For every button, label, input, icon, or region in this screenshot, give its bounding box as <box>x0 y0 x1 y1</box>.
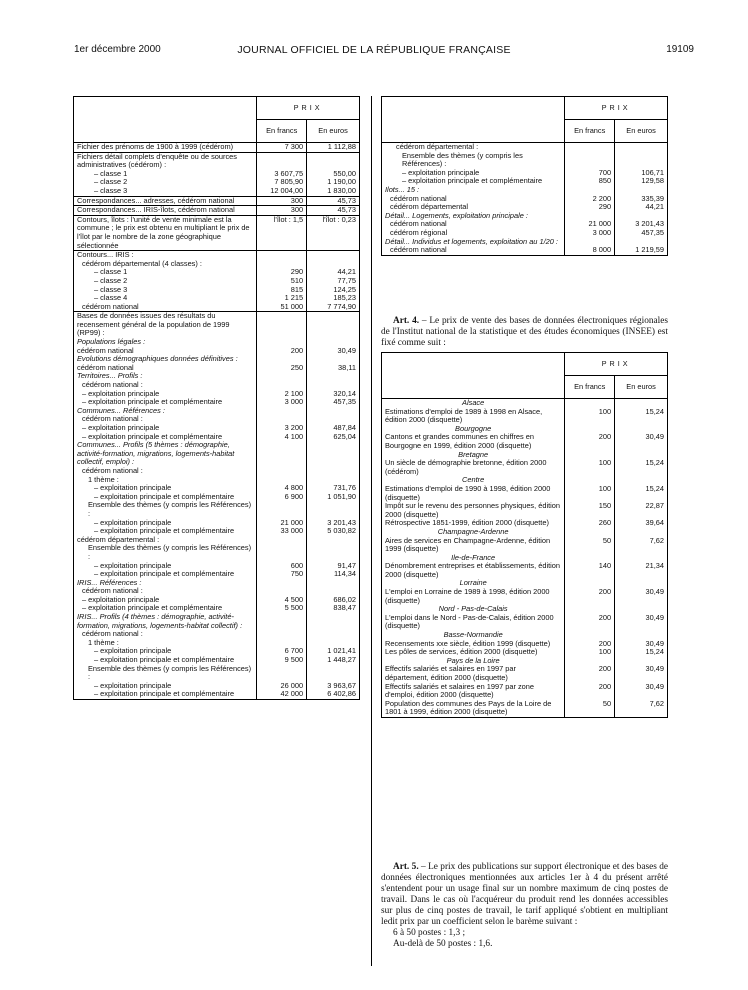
item-label: – exploitation principale <box>74 596 257 605</box>
price-euros: 1 219,59 <box>615 246 668 255</box>
price-euros: 7,62 <box>615 700 668 718</box>
price-euros: l'îlot : 0,23 <box>307 215 360 250</box>
item-label: cédérom national <box>74 347 257 356</box>
price-francs <box>257 544 307 561</box>
price-euros: 457,35 <box>307 398 360 407</box>
price-francs: 100 <box>565 408 615 425</box>
item-label: Un siècle de démographie bretonne, édition 2000 (cédérom) <box>382 459 565 476</box>
item-label: – exploitation principale et complémentaire <box>74 690 257 699</box>
item-label: L'emploi en Lorraine de 1989 à 1998, édition 2000 (disquette) <box>382 588 565 605</box>
price-francs <box>565 152 615 169</box>
table-row <box>382 537 668 554</box>
item-label: Contours... IRIS : <box>74 251 257 260</box>
price-francs: 3 000 <box>565 229 615 238</box>
price-euros: 30,49 <box>615 433 668 450</box>
price-euros: 1 830,00 <box>307 187 360 196</box>
item-label: – classe 3 <box>74 286 257 295</box>
item-label: Populations légales : <box>74 338 257 347</box>
item-label: cédérom national : <box>74 381 257 390</box>
price-euros: 45,73 <box>307 206 360 216</box>
price-euros: 114,34 <box>307 570 360 579</box>
price-euros: 30,49 <box>615 665 668 682</box>
item-label: – classe 1 <box>74 170 257 179</box>
price-francs: 290 <box>565 203 615 212</box>
price-francs: 300 <box>257 206 307 216</box>
table-row <box>382 683 668 700</box>
price-euros: 38,11 <box>307 364 360 373</box>
price-francs: 100 <box>565 459 615 476</box>
region-name: Bretagne <box>382 451 565 460</box>
price-francs: 200 <box>565 683 615 700</box>
price-euros: 30,49 <box>615 683 668 700</box>
price-euros <box>307 536 360 545</box>
article-4-text: – Le prix de vente des bases de données électroniques régionales de l'Institut national de la statistique et des études économiques (INSEE) est fixé comme suit : <box>381 316 668 348</box>
item-label: Contours, îlots : l'unité de vente minimale est la commune ; le prix est obtenu en multipliant le prix de l'îlot par le nombre de la zone géographique sélectionnée <box>74 215 257 250</box>
prix-header: PRIX <box>257 97 360 120</box>
item-label: L'emploi dans le Nord - Pas-de-Calais, édition 2000 (disquette) <box>382 614 565 631</box>
price-francs: 4 800 <box>257 484 307 493</box>
price-francs: 200 <box>565 433 615 450</box>
price-euros: 129,58 <box>615 177 668 186</box>
price-euros: 1 051,90 <box>307 493 360 502</box>
price-euros <box>307 251 360 260</box>
region-name: Alsace <box>382 399 565 408</box>
price-euros <box>307 372 360 381</box>
price-euros: 15,24 <box>615 459 668 476</box>
table-row <box>382 665 668 682</box>
item-label: Ilots... 15 : <box>382 186 565 195</box>
price-francs: 3 607,75 <box>257 170 307 179</box>
table-head-blank <box>382 120 565 143</box>
table-row <box>382 433 668 450</box>
region-name: Champagne-Ardenne <box>382 528 565 537</box>
article-5-line2: Au-delà de 50 postes : 1,6. <box>393 939 493 949</box>
price-euros: 15,24 <box>615 408 668 425</box>
table-row <box>74 152 360 170</box>
item-label: – exploitation principale et complémentaire <box>74 527 257 536</box>
item-label: Effectifs salariés et salaires en 1997 par département, édition 2000 (disquette) <box>382 665 565 682</box>
item-label: – exploitation principale <box>74 519 257 528</box>
price-euros <box>307 579 360 588</box>
price-euros: 335,39 <box>615 195 668 204</box>
table-row <box>74 312 360 338</box>
item-label: Effectifs salariés et salaires en 1997 par zone d'emploi, édition 2000 (disquette) <box>382 683 565 700</box>
price-francs: 51 000 <box>257 303 307 312</box>
table-row <box>382 408 668 425</box>
price-euros: 457,35 <box>615 229 668 238</box>
price-francs: 140 <box>565 562 615 579</box>
price-euros: 6 402,86 <box>307 690 360 699</box>
price-francs <box>257 630 307 639</box>
item-label: – exploitation principale et complémentaire <box>74 493 257 502</box>
item-label: 1 thème : <box>74 476 257 485</box>
item-label: – exploitation principale <box>74 390 257 399</box>
table-head-blank <box>382 97 565 120</box>
price-francs: 600 <box>257 562 307 571</box>
item-label: – exploitation principale <box>74 484 257 493</box>
item-label: – exploitation principale <box>74 562 257 571</box>
item-label: cédérom national <box>74 364 257 373</box>
table-row <box>74 143 360 153</box>
price-francs: 4 500 <box>257 596 307 605</box>
price-francs: 510 <box>257 277 307 286</box>
price-euros: 39,64 <box>615 519 668 528</box>
item-label: Estimations d'emploi de 1989 à 1998 en Alsace, édition 2000 (disquette) <box>382 408 565 425</box>
table-head-blank <box>382 353 565 376</box>
item-label: cédérom départemental (4 classes) : <box>74 260 257 269</box>
item-label: Correspondances... IRIS-îlots, cédérom national <box>74 206 257 216</box>
price-euros: 15,24 <box>615 485 668 502</box>
price-francs: 6 900 <box>257 493 307 502</box>
euros-header: En euros <box>615 376 668 399</box>
region-name: Pays de la Loire <box>382 657 565 666</box>
price-francs <box>565 143 615 152</box>
price-francs: 200 <box>565 665 615 682</box>
price-euros: 7 774,90 <box>307 303 360 312</box>
francs-header: En francs <box>565 376 615 399</box>
region-name: Lorraine <box>382 579 565 588</box>
price-francs <box>257 407 307 416</box>
price-francs <box>257 536 307 545</box>
article-5-text: – Le prix des publications sur support électronique et des bases de données électroniques mentionnées aux articles 1er à 4 du présent arrêté s'entendent pour un usage final sur un nombre maximum de cinq postes de travail. Dans le cas où l'acquéreur du produit rend les données accessibles sur plus de cinq postes de travail, le tarif appliqué s'obtient en multipliant ledit prix par un coefficient selon le barème suivant : <box>381 862 668 927</box>
price-euros: 550,00 <box>307 170 360 179</box>
price-euros: 838,47 <box>307 604 360 613</box>
item-label: cédérom national <box>74 303 257 312</box>
item-label: Estimations d'emploi de 1990 à 1998, édition 2000 (disquette) <box>382 485 565 502</box>
table-row <box>74 187 360 196</box>
item-label: cédérom régional <box>382 229 565 238</box>
item-label: – classe 2 <box>74 178 257 187</box>
price-francs: 750 <box>257 570 307 579</box>
euros-header: En euros <box>307 120 360 143</box>
item-label: Territoires... Profils : <box>74 372 257 381</box>
price-euros: 30,49 <box>615 588 668 605</box>
price-francs: 4 100 <box>257 433 307 442</box>
price-table-right-regional <box>381 352 668 718</box>
price-table-left <box>73 96 360 700</box>
price-francs <box>257 579 307 588</box>
prix-header: PRIX <box>565 97 668 120</box>
francs-header: En francs <box>257 120 307 143</box>
table-row <box>382 459 668 476</box>
item-label: – classe 2 <box>74 277 257 286</box>
price-euros <box>307 665 360 682</box>
item-label: cédérom national <box>382 246 565 255</box>
table-row <box>382 588 668 605</box>
price-euros: 3 201,43 <box>615 220 668 229</box>
price-francs: 815 <box>257 286 307 295</box>
price-francs: 700 <box>565 169 615 178</box>
price-francs: 8 000 <box>565 246 615 255</box>
price-francs: 7 805,90 <box>257 178 307 187</box>
price-euros: 77,75 <box>307 277 360 286</box>
price-euros: 1 190,00 <box>307 178 360 187</box>
price-francs: 100 <box>565 485 615 502</box>
price-euros: 625,04 <box>307 433 360 442</box>
price-francs: 200 <box>257 347 307 356</box>
price-euros: 106,71 <box>615 169 668 178</box>
price-euros: 5 030,82 <box>307 527 360 536</box>
price-euros <box>307 613 360 630</box>
price-francs: 2 100 <box>257 390 307 399</box>
price-francs: 200 <box>565 588 615 605</box>
table-row <box>74 501 360 518</box>
price-euros: 91,47 <box>307 562 360 571</box>
item-label: Correspondances... adresses, cédérom national <box>74 196 257 206</box>
price-francs: 42 000 <box>257 690 307 699</box>
item-label: Impôt sur le revenu des personnes physiques, édition 2000 (disquette) <box>382 502 565 519</box>
price-euros: 3 201,43 <box>307 519 360 528</box>
item-label: IRIS... Références : <box>74 579 257 588</box>
price-francs: 100 <box>565 648 615 657</box>
item-label: cédérom national : <box>74 587 257 596</box>
price-francs: 290 <box>257 268 307 277</box>
table-row <box>74 613 360 630</box>
article-5-paragraph <box>381 862 668 928</box>
price-euros: 44,21 <box>307 268 360 277</box>
journal-title: JOURNAL OFFICIEL DE LA RÉPUBLIQUE FRANÇAISE <box>237 44 511 56</box>
item-label: – exploitation principale et complémentaire <box>74 398 257 407</box>
region-name: Centre <box>382 476 565 485</box>
price-euros <box>615 143 668 152</box>
item-label: Cantons et grandes communes en chiffres en Bourgogne en 1999, édition 2000 (disquette) <box>382 433 565 450</box>
item-label: Les pôles de services, édition 2000 (disquette) <box>382 648 565 657</box>
region-name: Basse-Normandie <box>382 631 565 640</box>
item-label: – exploitation principale <box>382 169 565 178</box>
item-label: cédérom national : <box>74 415 257 424</box>
right-table1-body <box>382 143 668 256</box>
item-label: cédérom national : <box>74 467 257 476</box>
table-row <box>382 519 668 528</box>
table-row <box>74 215 360 250</box>
price-francs <box>257 501 307 518</box>
item-label: 1 thème : <box>74 639 257 648</box>
item-label: Ensemble des thèmes (y compris les Références) : <box>74 665 257 682</box>
article-4-label: Art. 4. <box>393 316 420 326</box>
price-francs: 26 000 <box>257 682 307 691</box>
item-label: Ensemble des thèmes (y compris les Références) : <box>74 544 257 561</box>
price-francs: 150 <box>565 502 615 519</box>
item-label: – classe 3 <box>74 187 257 196</box>
item-label: – exploitation principale et complémentaire <box>382 177 565 186</box>
page-number: 19109 <box>666 44 694 55</box>
price-francs: 3 000 <box>257 398 307 407</box>
item-label: – exploitation principale et complémentaire <box>74 604 257 613</box>
price-francs: 50 <box>565 700 615 718</box>
price-euros <box>307 467 360 476</box>
price-euros: 1 112,88 <box>307 143 360 153</box>
price-euros: 686,02 <box>307 596 360 605</box>
price-euros <box>307 312 360 338</box>
price-euros: 22,87 <box>615 502 668 519</box>
price-francs <box>257 152 307 170</box>
price-francs <box>257 372 307 381</box>
article-4 <box>381 316 668 349</box>
price-euros <box>307 152 360 170</box>
item-label: Bases de données issues des résultats du recensement général de la population de 1999 (RP99) : <box>74 312 257 338</box>
price-euros: 1 448,27 <box>307 656 360 665</box>
table-row <box>74 441 360 467</box>
item-label: cédérom départemental : <box>382 143 565 152</box>
price-francs: 200 <box>565 640 615 649</box>
item-label: Recensements xxe siècle, édition 1999 (disquette) <box>382 640 565 649</box>
item-label: – exploitation principale et complémentaire <box>74 433 257 442</box>
item-label: – exploitation principale <box>74 647 257 656</box>
table-row <box>74 206 360 216</box>
price-euros: 44,21 <box>615 203 668 212</box>
price-francs: 250 <box>257 364 307 373</box>
table-row <box>382 700 668 718</box>
price-euros: 7,62 <box>615 537 668 554</box>
price-euros <box>307 407 360 416</box>
price-euros: 15,24 <box>615 648 668 657</box>
region-name: Bourgogne <box>382 425 565 434</box>
price-francs: 2 200 <box>565 195 615 204</box>
prix-header: PRIX <box>565 353 668 376</box>
price-table-right-top <box>381 96 668 256</box>
table-head-blank <box>74 120 257 143</box>
price-euros: 45,73 <box>307 196 360 206</box>
francs-header: En francs <box>565 120 615 143</box>
price-euros: 124,25 <box>307 286 360 295</box>
item-label: cédérom départemental <box>382 203 565 212</box>
price-francs: 12 004,00 <box>257 187 307 196</box>
price-euros: 30,49 <box>615 614 668 631</box>
left-table-body <box>74 143 360 700</box>
right-table2-body <box>382 399 668 718</box>
price-francs: 300 <box>257 196 307 206</box>
region-name: Ile-de-France <box>382 554 565 563</box>
item-label: Ensemble des thèmes (y compris les Références) : <box>382 152 565 169</box>
price-francs: 850 <box>565 177 615 186</box>
item-label: – classe 1 <box>74 268 257 277</box>
price-francs <box>257 312 307 338</box>
table-row <box>382 502 668 519</box>
item-label: Fichiers détail complets d'enquête ou de sources administratives (cédérom) : <box>74 152 257 170</box>
price-euros <box>307 630 360 639</box>
price-francs: 260 <box>565 519 615 528</box>
item-label: – exploitation principale <box>74 682 257 691</box>
region-name: Nord - Pas-de-Calais <box>382 605 565 614</box>
item-label: Ensemble des thèmes (y compris les Références) : <box>74 501 257 518</box>
price-euros: 731,76 <box>307 484 360 493</box>
price-francs: 6 700 <box>257 647 307 656</box>
item-label: Population des communes des Pays de la Loire de 1801 à 1999, édition 2000 (disquette) <box>382 700 565 718</box>
item-label: Aires de services en Champagne-Ardenne, édition 1999 (disquette) <box>382 537 565 554</box>
table-head-blank <box>382 376 565 399</box>
price-francs: 3 200 <box>257 424 307 433</box>
price-euros: 487,84 <box>307 424 360 433</box>
price-francs: 200 <box>565 614 615 631</box>
item-label: Communes... Profils (5 thèmes : démographie, activité-formation, migrations, logements-habitat collectif, emploi) : <box>74 441 257 467</box>
item-label: Détail... Logements, exploitation principale : <box>382 212 565 221</box>
item-label: Dénombrement entreprises et établissements, édition 2000 (disquette) <box>382 562 565 579</box>
table-row <box>74 690 360 699</box>
price-euros: 3 963,67 <box>307 682 360 691</box>
price-euros: 30,49 <box>307 347 360 356</box>
price-francs: 1 215 <box>257 294 307 303</box>
item-label: Evolutions démographiques données définitives : <box>74 355 257 364</box>
price-francs: 21 000 <box>257 519 307 528</box>
table-row <box>382 614 668 631</box>
price-euros: 185,23 <box>307 294 360 303</box>
price-francs: 5 500 <box>257 604 307 613</box>
price-francs <box>257 251 307 260</box>
table-row <box>382 152 668 169</box>
price-francs: l'îlot : 1,5 <box>257 215 307 250</box>
header-date: 1er décembre 2000 <box>74 44 161 55</box>
table-row <box>382 648 668 657</box>
item-label: IRIS... Profils (4 thèmes : démographie, activité-formation, migrations, logements-habitat collectif) : <box>74 613 257 630</box>
item-label: – exploitation principale <box>74 424 257 433</box>
table-row <box>74 665 360 682</box>
price-francs: 21 000 <box>565 220 615 229</box>
item-label: Fichier des prénoms de 1900 à 1999 (cédérom) <box>74 143 257 153</box>
item-label: Communes... Références : <box>74 407 257 416</box>
table-row <box>382 177 668 186</box>
table-head-blank <box>74 97 257 120</box>
price-francs <box>257 441 307 467</box>
item-label: Rétrospective 1851-1999, édition 2000 (disquette) <box>382 519 565 528</box>
item-label: – exploitation principale et complémentaire <box>74 570 257 579</box>
price-euros: 1 021,41 <box>307 647 360 656</box>
price-francs <box>257 613 307 630</box>
price-euros <box>307 501 360 518</box>
euros-header: En euros <box>615 120 668 143</box>
price-euros <box>307 441 360 467</box>
price-francs: 7 300 <box>257 143 307 153</box>
article-5-line1: 6 à 50 postes : 1,3 ; <box>393 928 466 938</box>
item-label: cédérom national : <box>74 630 257 639</box>
table-row <box>74 544 360 561</box>
item-label: cédérom national <box>382 195 565 204</box>
price-euros <box>307 544 360 561</box>
item-label: – exploitation principale et complémentaire <box>74 656 257 665</box>
item-label: Détail... Individus et logements, exploitation au 1/20 : <box>382 238 565 247</box>
table-row <box>382 246 668 255</box>
table-row <box>382 562 668 579</box>
price-francs: 9 500 <box>257 656 307 665</box>
item-label: cédérom national <box>382 220 565 229</box>
item-label: – classe 4 <box>74 294 257 303</box>
price-euros: 320,14 <box>307 390 360 399</box>
price-francs <box>257 467 307 476</box>
table-row <box>382 485 668 502</box>
price-euros <box>615 152 668 169</box>
price-francs: 33 000 <box>257 527 307 536</box>
article-5-label: Art. 5. <box>393 862 419 872</box>
price-francs <box>257 665 307 682</box>
price-francs: 50 <box>565 537 615 554</box>
item-label: cédérom départemental : <box>74 536 257 545</box>
price-euros: 30,49 <box>615 640 668 649</box>
article-5 <box>381 862 668 950</box>
column-divider <box>371 96 372 966</box>
price-euros: 21,34 <box>615 562 668 579</box>
